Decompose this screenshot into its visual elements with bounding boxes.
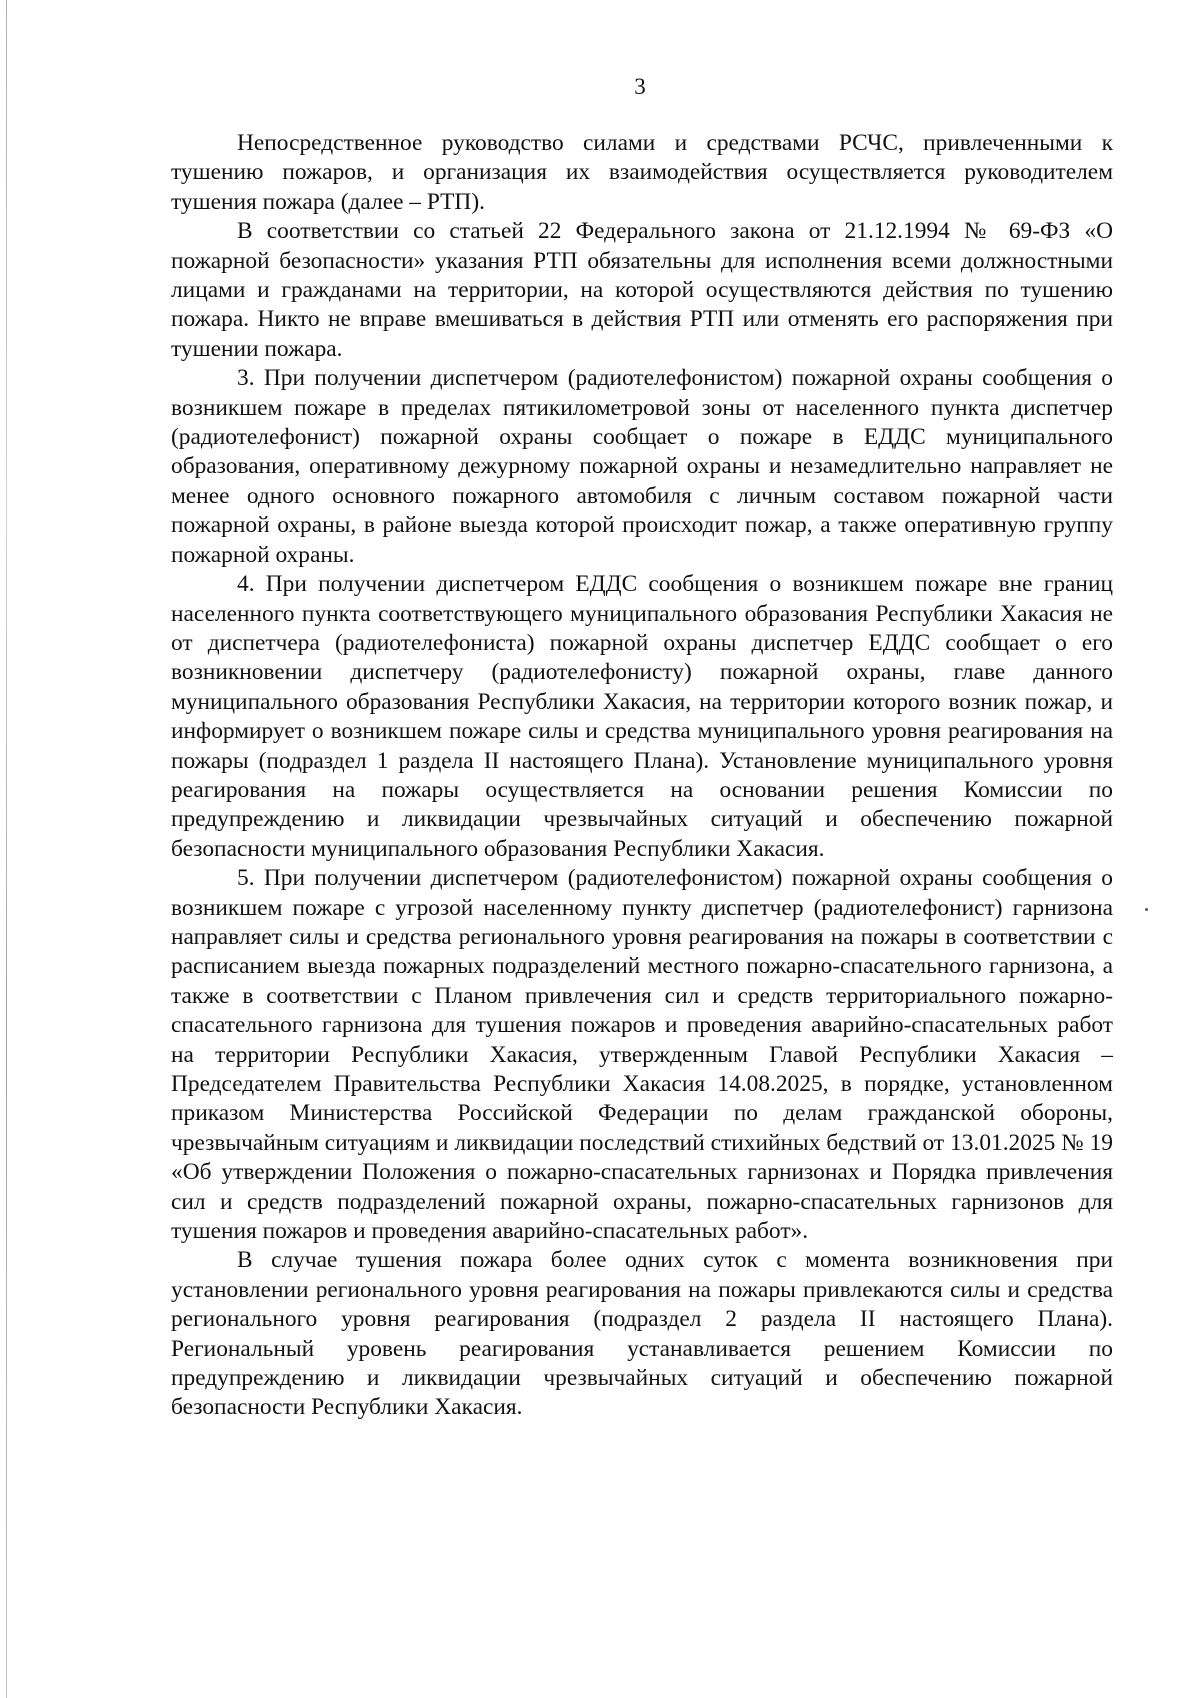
document-body (171, 129, 1113, 1423)
page-number: 3 (634, 74, 646, 99)
scan-edge-line (6, 0, 7, 1698)
paragraph-direct-management: Непосредственное руководство силами и средствами РСЧС, привлеченными к тушению пожаров, и организация их взаимодействия осуществляется руководителем тушения пожара (далее – РТП). (171, 130, 1113, 215)
paragraph-item-3: 3. При получении диспетчером (радиотелефонистом) пожарной охраны сообщения о возникшем пожаре в пределах пятикилометровой зоны от населенного пункта диспетчер (радиотелефонист) пожарной охраны сообщает о пожаре в ЕДДС муниципального образования, оперативному дежурному пожарной охраны и незамедлительно направляет не менее одного основного пожарного автомобиля с личным составом пожарной части пожарной охраны, в районе выезда которой происходит пожар, а также оперативную группу пожарной охраны. (171, 365, 1113, 568)
paragraph-regional-level: В случае тушения пожара более одних суток с момента возникновения при установлении регионального уровня реагирования на пожары привлекаются силы и средства регионального уровня реагирования (подраздел 2 раздела II настоящего Плана). Региональный уровень реагирования устанавливается решением Комиссии по предупреждению и ликвидации чрезвычайных ситуаций и обеспечению пожарной безопасности Республики Хакасия. (171, 1247, 1113, 1421)
paragraph-item-4: 4. При получении диспетчером ЕДДС сообщения о возникшем пожаре вне границ населенного пункта соответствующего муниципального образования Республики Хакасия не от диспетчера (радиотелефониста) пожарной охраны диспетчер ЕДДС сообщает о его возникновении диспетчеру (радиотелефонисту) пожарной охраны, главе данного муниципального образования Республики Хакасия, на территории которого возник пожар, и информирует о возникшем пожаре силы и средства муниципального уровня реагирования на пожары (подраздел 1 раздела II настоящего Плана). Установление муниципального уровня реагирования на пожары осуществляется на основании решения Комиссии по предупреждению и ликвидации чрезвычайных ситуаций и обеспечению пожарной безопасности муниципального образования Республики Хакасия. (171, 571, 1113, 862)
paragraph-federal-law-69: В соответствии со статьей 22 Федерального закона от 21.12.1994 № 69-ФЗ «О пожарной безопасности» указания РТП обязательны для исполнения всеми должностными лицами и гражданами на территории, на которой осуществляются действия по тушению пожара. Никто не вправе вмешиваться в действия РТП или отменять его распоряжения при тушении пожара. (171, 218, 1113, 362)
paragraph-item-5: 5. При получении диспетчером (радиотелефонистом) пожарной охраны сообщения о возникшем пожаре с угрозой населенному пункту диспетчер (радиотелефонист) гарнизона направляет силы и средства регионального уровня реагирования на пожары в соответствии с расписанием выезда пожарных подразделений местного пожарно-спасательного гарнизона, а также в соответствии с Планом привлечения сил и средств территориального пожарно-спасательного гарнизона для тушения пожаров и проведения аварийно-спасательных работ на территории Республики Хакасия, утвержденным Главой Республики Хакасия – Председателем Правительства Республики Хакасия 14.08.2025, в порядке, установленном приказом Министерства Российской Федерации по делам гражданской обороны, чрезвычайным ситуациям и ликвидации последствий стихийных бедствий от 13.01.2025 № 19 «Об утверждении Положения о пожарно-спасательных гарнизонах и Порядка привлечения сил и средств подразделений пожарной охраны, пожарно-спасательных гарнизонов для тушения пожаров и проведения аварийно-спасательных работ». (171, 865, 1113, 1245)
scan-speck (1145, 908, 1148, 911)
